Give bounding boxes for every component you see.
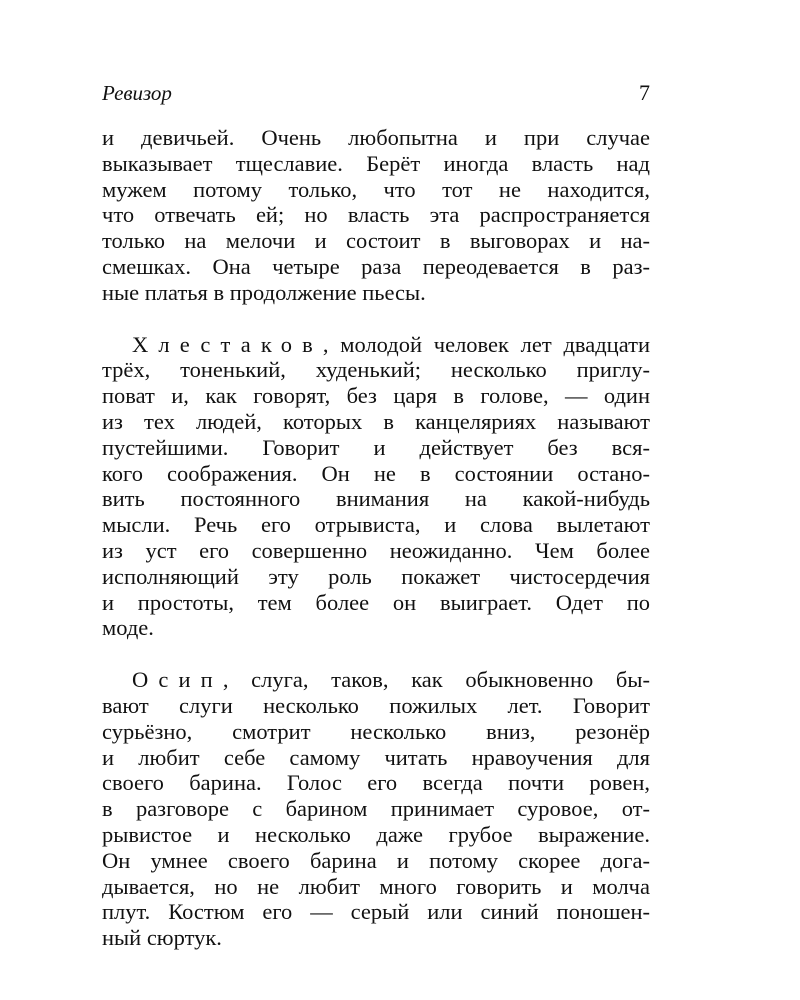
text-line: и любит себе самому читать нравоучения для (102, 744, 650, 770)
text-line: что отвечать ей; но власть эта распространяется (102, 202, 650, 228)
paragraph-3 (102, 667, 650, 951)
text-line: трёх, тоненький, худенький; несколько приглу- (102, 357, 650, 383)
text-line: поват и, как говорят, без царя в голове, — один (102, 383, 650, 409)
text-line: сурьёзно, смотрит несколько вниз, резонёр (102, 718, 650, 744)
text-line: и девичьей. Очень любопытна и при случае (102, 125, 650, 150)
text-fragment: , слуга, таков, как обыкновенно бы- (222, 667, 650, 693)
text-line: только на мелочи и состоит в выговорах и на- (102, 228, 650, 254)
text-line: Он умнее своего барина и потому скорее дога- (102, 847, 650, 873)
character-name: Осип (132, 667, 223, 693)
running-title: Ревизор (102, 81, 172, 105)
text-line: вить постоянного внимания на какой-нибудь (102, 486, 650, 512)
body-text (102, 125, 650, 951)
text-line: мысли. Речь его отрывиста, и слова вылетают (102, 512, 650, 538)
text-line: кого соображения. Он не в состоянии останo- (102, 460, 650, 486)
text-line: и простоты, тем более он выиграет. Одет по (102, 589, 650, 615)
text-line (102, 667, 650, 693)
running-head (102, 80, 650, 110)
character-name: Хлестаков (132, 331, 323, 357)
text-fragment: , молодой человек лет двадцати (322, 331, 650, 357)
paragraph-2 (102, 332, 650, 642)
text-line: ные платья в продолжение пьесы. (102, 279, 426, 305)
text-line: из тех людей, которых в канцеляриях называют (102, 408, 650, 434)
text-line: своего барина. Голос его всегда почти ровен, (102, 770, 650, 796)
text-line: ный сюртук. (102, 925, 222, 951)
paragraph-1 (102, 125, 650, 306)
text-line: дывается, но не любит много говорить и молча (102, 873, 650, 899)
text-line: выказывает тщеславие. Берёт иногда власть над (102, 150, 650, 176)
text-line: исполняющий эту роль покажет чистосердечия (102, 563, 650, 589)
text-line: плут. Костюм его — серый или синий поношен- (102, 899, 650, 925)
text-line: моде. (102, 615, 154, 641)
text-line: вают слуги несколько пожилых лет. Говорит (102, 692, 650, 718)
text-line: мужем потому только, что тот не находится, (102, 176, 650, 202)
text-line: в разговоре с барином принимает суровое, от- (102, 796, 650, 822)
text-line: из уст его совершенно неожиданно. Чем более (102, 537, 650, 563)
text-line: смешках. Она четыре раза переодевается в раз- (102, 253, 650, 279)
text-line: пустейшими. Говорит и действует без вся- (102, 434, 650, 460)
text-line: рывистое и несколько даже грубое выражение. (102, 821, 650, 847)
page-number: 7 (639, 80, 650, 105)
text-line (102, 332, 650, 358)
